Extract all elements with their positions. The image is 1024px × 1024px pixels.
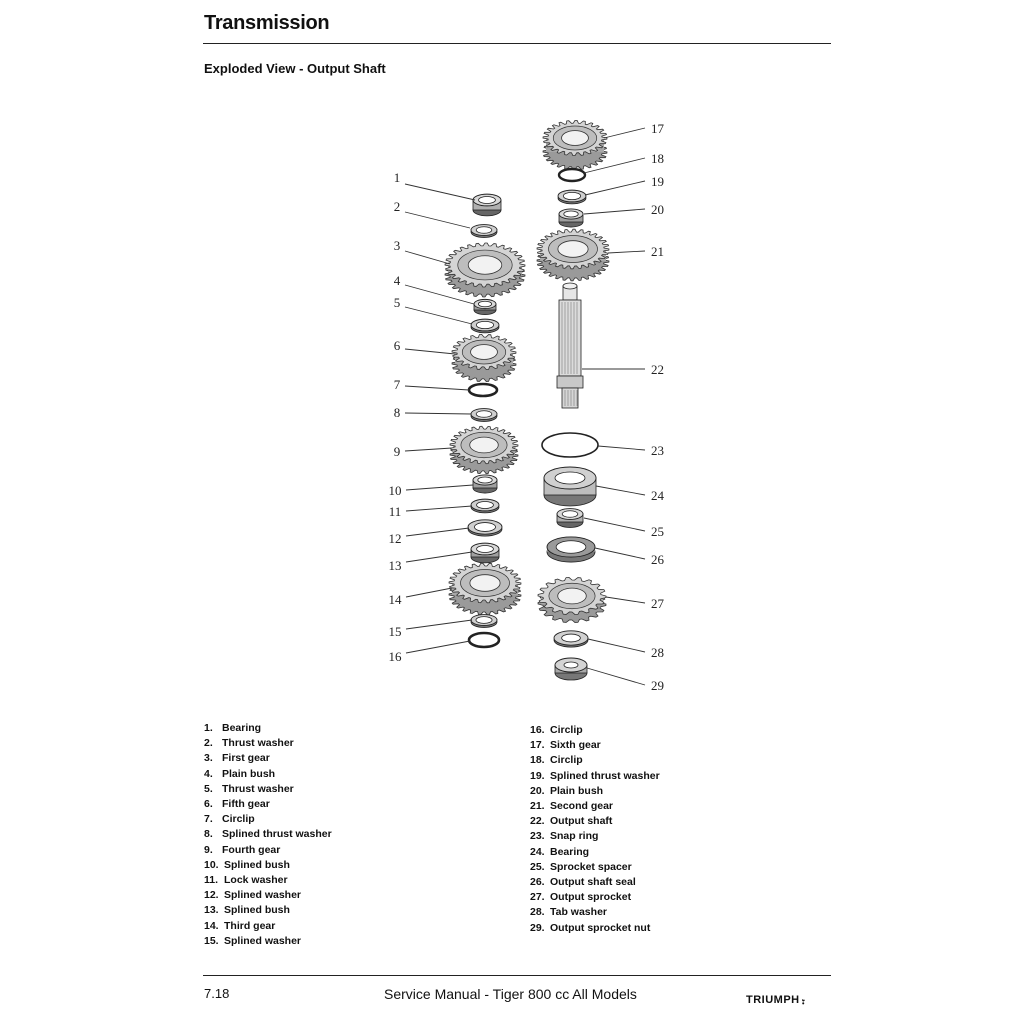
legend-item-label: Sixth gear: [550, 739, 601, 752]
bearing-part: [473, 194, 501, 216]
legend-item-number: 8.: [204, 828, 213, 841]
legend-item: [530, 860, 660, 875]
legend-item-label: Circlip: [550, 754, 583, 767]
legend-item-number: 26.: [530, 876, 545, 889]
legend-item-label: Splined washer: [224, 889, 302, 902]
legend-item-label: Lock washer: [224, 874, 288, 887]
legend-item-number: 20.: [530, 784, 545, 797]
plain-bush-part: [474, 299, 496, 314]
legend-item-number: 19.: [530, 769, 545, 782]
legend-item-number: 2.: [204, 737, 213, 750]
legend-item-label: Sprocket spacer: [550, 860, 632, 873]
leader-line: [588, 639, 645, 652]
legend-item-number: 3.: [204, 752, 213, 765]
page-number: 7.18: [204, 986, 230, 1001]
legend-item: [204, 873, 332, 888]
legend-item-label: First gear: [222, 752, 270, 765]
legend-item-number: 4.: [204, 767, 213, 780]
callout-number: 17: [651, 121, 664, 136]
leader-line: [405, 386, 469, 390]
legend-item: [530, 769, 660, 784]
leader-line: [405, 413, 471, 414]
legend-item-label: Third gear: [224, 919, 276, 932]
splined-bush-part: [471, 543, 499, 563]
callout-number: 28: [651, 645, 664, 660]
legend-item-label: Plain bush: [222, 767, 276, 780]
callout-number: 3: [393, 238, 401, 253]
footer-text: Service Manual - Tiger 800 cc All Models: [384, 986, 637, 1002]
legend-item-label: Circlip: [550, 724, 583, 736]
legend-item: [530, 829, 660, 844]
legend-item-label: Splined washer: [224, 934, 302, 947]
leader-line: [406, 588, 452, 597]
callout-number: 15: [388, 624, 402, 639]
leader-line: [405, 212, 470, 228]
callout-number: 18: [651, 151, 664, 166]
legend-item-number: 21.: [530, 800, 545, 813]
leader-line: [595, 548, 645, 559]
legend-item-label: Circlip: [222, 813, 255, 826]
legend-item: [530, 921, 660, 936]
output-sprocket-part: [538, 577, 606, 622]
legend-item-number: 23.: [530, 830, 545, 843]
callout-number: 24: [651, 488, 664, 503]
sprocket-spacer-part: [557, 509, 583, 528]
sixth-gear-part: [543, 120, 607, 169]
legend-item-number: 15.: [204, 934, 219, 947]
callout-number: 16: [388, 649, 402, 664]
legend-item: [530, 799, 660, 814]
legend-item-number: 10.: [204, 858, 219, 871]
legend-item-label: Fifth gear: [222, 798, 270, 811]
callout-number: 5: [393, 295, 401, 310]
circlip-part: [559, 169, 585, 181]
legend-item: [204, 797, 332, 812]
callout-number: 29: [651, 678, 664, 693]
callout-number: 1: [393, 170, 401, 185]
legend-item-number: 27.: [530, 891, 545, 904]
legend-item-label: Bearing: [222, 722, 262, 734]
leader-line: [608, 251, 645, 253]
callout-number: 23: [651, 443, 664, 458]
legend-item-label: Output sprocket: [550, 891, 632, 904]
leader-line: [405, 251, 450, 264]
legend-item-number: 17.: [530, 739, 545, 752]
legend-item-number: 5.: [204, 782, 213, 795]
legend-item-number: 16.: [530, 724, 545, 736]
parts-legend-right: [530, 723, 660, 936]
legend-item: [204, 751, 332, 766]
callout-number: 7: [393, 377, 401, 392]
splined-thrust-washer-part: [558, 190, 586, 204]
leader-line: [406, 552, 472, 562]
legend-item-number: 22.: [530, 815, 545, 828]
callout-number: 27: [651, 596, 664, 611]
tab-washer-part: [554, 631, 588, 647]
legend-item-number: 9.: [204, 843, 213, 856]
callout-number: 22: [651, 362, 664, 377]
leader-line: [584, 209, 645, 214]
legend-item-number: 25.: [530, 860, 545, 873]
callout-number: 2: [393, 199, 401, 214]
legend-item: [204, 767, 332, 782]
leader-line: [406, 641, 470, 653]
leader-line: [596, 486, 645, 495]
legend-item: [204, 934, 332, 949]
circlip-part: [469, 633, 499, 647]
legend-item-label: Thrust washer: [222, 782, 294, 795]
callout-number: 6: [393, 338, 401, 353]
legend-item-label: Splined thrust washer: [550, 769, 660, 782]
leader-line: [406, 528, 469, 536]
lock-washer-part: [471, 499, 499, 513]
legend-item: [530, 890, 660, 905]
plain-bush-part: [559, 209, 583, 227]
legend-item-number: 28.: [530, 906, 545, 919]
legend-item: [530, 738, 660, 753]
brand-name: TRIUMPH: [746, 994, 800, 1006]
output-shaft-seal-part: [547, 537, 595, 562]
legend-item: [530, 875, 660, 890]
section-heading: Exploded View - Output Shaft: [204, 61, 386, 76]
splined-washer-part: [468, 520, 502, 536]
legend-item-label: Output sprocket nut: [550, 921, 651, 934]
callout-number: 9: [393, 444, 401, 459]
legend-item: [204, 827, 332, 842]
page-title: Transmission: [204, 12, 330, 34]
legend-item-label: Plain bush: [550, 784, 604, 797]
output-sprocket-nut-part: [555, 658, 587, 680]
snap-ring-part: [542, 433, 598, 457]
callout-number: 19: [651, 174, 664, 189]
legend-item-label: Snap ring: [550, 830, 599, 843]
callout-number: 8: [393, 405, 401, 420]
legend-item-number: 1.: [204, 722, 213, 734]
legend-item: [530, 723, 660, 738]
callout-number: 20: [651, 202, 664, 217]
thrust-washer-part: [471, 225, 497, 238]
fourth-gear-part: [450, 426, 518, 473]
legend-item: [204, 858, 332, 873]
legend-item-label: Splined bush: [224, 904, 290, 917]
legend-item-number: 18.: [530, 754, 545, 767]
legend-item: [530, 905, 660, 920]
legend-item-label: Second gear: [550, 800, 614, 813]
legend-item: [530, 753, 660, 768]
callout-number: 12: [388, 531, 402, 546]
splined-bush-part: [473, 475, 497, 493]
legend-item: [204, 812, 332, 827]
callout-number: 26: [651, 552, 664, 567]
leader-line: [406, 485, 473, 490]
third-gear-part: [449, 563, 521, 615]
footer-rule: [203, 975, 831, 976]
legend-item: [204, 782, 332, 797]
legend-item: [204, 843, 332, 858]
legend-item-label: Splined bush: [224, 858, 290, 871]
leader-line: [405, 448, 452, 451]
bearing-part: [544, 467, 596, 506]
leader-line: [585, 181, 645, 195]
legend-item: [530, 814, 660, 829]
legend-item-label: Tab washer: [550, 906, 607, 919]
legend-item: [204, 903, 332, 918]
first-gear-part: [445, 243, 525, 297]
second-gear-part: [537, 229, 609, 281]
fifth-gear-part: [452, 334, 516, 381]
triumph-logo-icon: ⹎: [801, 993, 806, 1007]
legend-item-number: 13.: [204, 904, 219, 917]
output-shaft-part: [557, 283, 583, 408]
legend-item-number: 6.: [204, 798, 213, 811]
legend-item: [204, 888, 332, 903]
callout-number: 14: [388, 592, 402, 607]
callout-number: 25: [651, 524, 664, 539]
legend-item-label: Output shaft seal: [550, 876, 636, 889]
legend-item-number: 24.: [530, 845, 545, 858]
callout-number: 10: [388, 483, 402, 498]
leader-line: [606, 597, 645, 603]
callout-number: 4: [393, 273, 401, 288]
legend-item-number: 14.: [204, 919, 219, 932]
callout-number: 13: [388, 558, 402, 573]
parts-legend-left: [204, 721, 332, 949]
legend-item: [530, 845, 660, 860]
callout-number: 11: [388, 504, 402, 519]
leader-line: [406, 506, 472, 511]
legend-item-number: 7.: [204, 813, 213, 826]
legend-item: [204, 721, 332, 736]
splined-thrust-washer-part: [471, 409, 497, 422]
legend-item-number: 29.: [530, 921, 545, 934]
legend-item: [530, 784, 660, 799]
leader-line: [598, 446, 645, 450]
leader-line: [587, 668, 645, 685]
legend-item-number: 11.: [204, 874, 219, 887]
leader-line: [406, 620, 472, 629]
brand-logo: [746, 991, 805, 1008]
leader-line: [604, 128, 645, 138]
leader-line: [405, 349, 455, 354]
legend-item-label: Fourth gear: [222, 843, 281, 856]
legend-item: [204, 736, 332, 751]
leader-line: [405, 184, 475, 200]
legend-item-label: Thrust washer: [222, 737, 294, 750]
legend-item-label: Output shaft: [550, 815, 613, 828]
legend-item: [204, 919, 332, 934]
thrust-washer-part: [471, 319, 499, 333]
leader-line: [405, 307, 472, 324]
legend-item-label: Splined thrust washer: [222, 828, 332, 841]
callout-number: 21: [651, 244, 664, 259]
legend-item-label: Bearing: [550, 845, 590, 858]
leader-line: [584, 518, 645, 531]
legend-item-number: 12.: [204, 889, 219, 902]
circlip-part: [469, 384, 497, 396]
splined-washer-part: [471, 615, 497, 628]
